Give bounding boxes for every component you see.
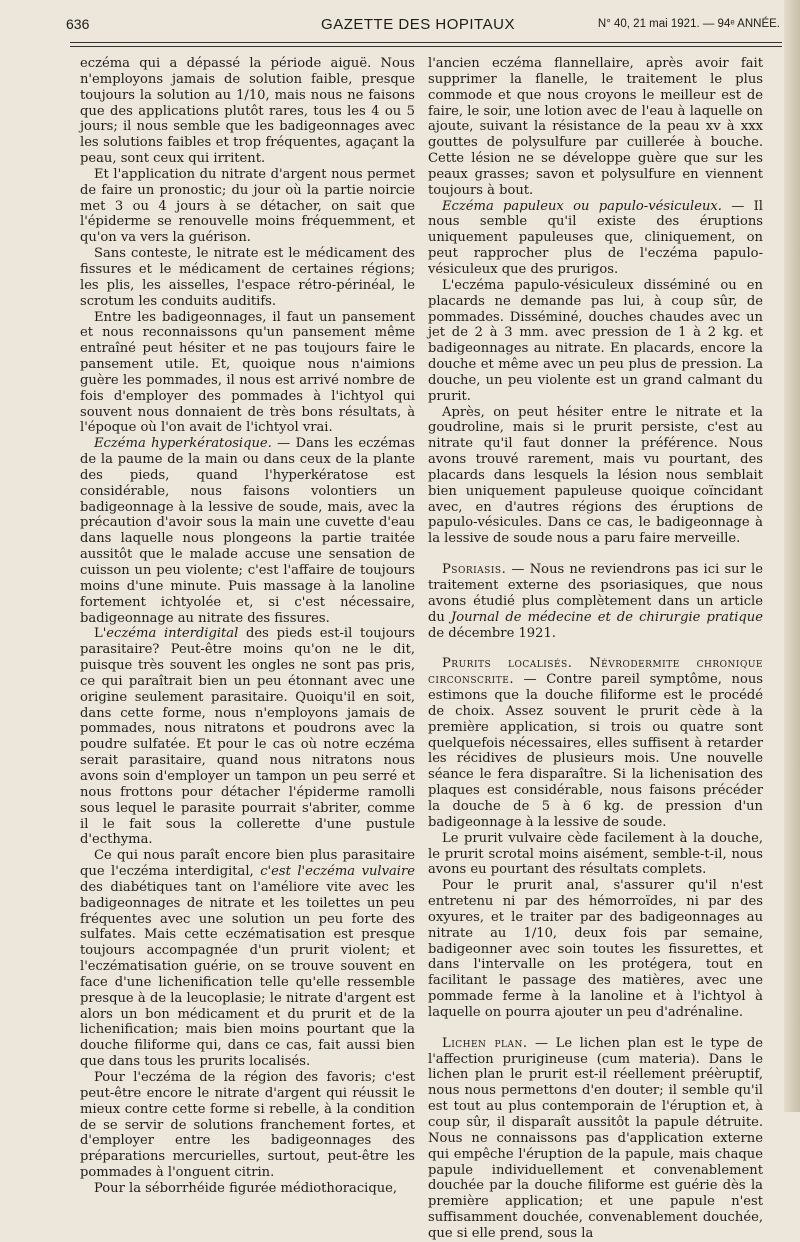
page-number: 636 bbox=[66, 16, 90, 32]
journal-reference: Journal de médecine et de chirurgie pratique bbox=[450, 609, 763, 625]
header-rule-top bbox=[70, 42, 782, 43]
paragraph: Le prurit vulvaire cède facilement à la douche, le prurit scrotal moins aisément, semble-t-il, nous avons eu pourtant des résultats complets. bbox=[428, 830, 763, 878]
issue-info: N° 40, 21 mai 1921. — 94ᵉ ANNÉE. bbox=[597, 18, 780, 30]
right-column bbox=[428, 56, 763, 1242]
paragraph: Pour le prurit anal, s'assurer qu'il n'est entretenu ni par des hémorroïdes, ni par des oxyures, et le traiter par des badigeonnages au nitrate au 1/10, deux fois par semaine, badigeonner avec soin toutes les fissurettes, et dans l'intervalle on les protégera, tout en facilitant le passage des matières, avec une pommade ferme à la lanoline et à l'ichtyol à laquelle on pourra ajouter un peu d'adrénaline. bbox=[428, 878, 763, 1020]
paragraph: Prurits localisés. Névrodermite chronique circonscrite. — Contre pareil symptôme, nous estimons que la douche filiforme est le procédé de choix. Assez souvent le prurit cède à la première application, si trois ou quatre sont quelquefois nécessaires, elles suffisent à retarder les récidives de plusieurs mois. Une nouvelle séance le fera disparaître. Si la lichenisation des plaques est considérable, nous faisons précéder la douche de 5 à 6 kg. de pression d'un badigeonnage à la lessive de soude. bbox=[428, 656, 763, 830]
paragraph: l'ancien eczéma flannellaire, après avoir fait supprimer la flanelle, le traitement le plus commode et que nous croyons le meilleur est de faire, le soir, une lotion avec de l'eau à laquelle on ajoute, suivant la résistance de la peau xv à xxx gouttes de polysulfure par cuillerée à bouche. Cette lésion ne se développe guère que sur les peaux grasses; savon et polysulfure en viennent toujours à bout. bbox=[428, 56, 763, 198]
paragraph: L'eczéma interdigital des pieds est-il toujours parasitaire? Peut-être moins qu'on ne le dit, puisque très souvent les ongles ne sont pas pris, ce qui paraîtrait bien un peu étonnant avec une origine seulement parasitaire. Quoiqu'il en soit, dans cette forme, nous n'employons jamais de pommades, nous nitratons et poudrons avec la poudre sulfatée. Et pour le cas où notre eczéma serait parasitaire, quand nous nitratons nous avons soin d'employer un tampon un peu serré et nous frottons pour détacher l'épiderme ramolli sous lequel le parasite pourrait s'abriter, comme il le fait sous la collerette d'une pustule d'ecthyma. bbox=[80, 626, 415, 848]
paragraph: Après, on peut hésiter entre le nitrate et la goudroline, mais si le prurit persiste, c'est au nitrate qu'il faut donner la préférence. Nous avons trouvé rarement, mais vu pourtant, des placards dans lesquels la lésion nous semblait bien uniquement papuleuse quoique coïncidant avec, en d'autres régions des éruptions de papulo-vésicules. Dans ce cas, le badigeonnage à la lessive de soude nous a paru faire merveille. bbox=[428, 404, 763, 547]
paragraph: Eczéma hyperkératosique. — Dans les eczémas de la paume de la main ou dans ceux de la plante des pieds, quand l'hyperkératose est considérable, nous faisons volontiers un badigeonnage à la lessive de soude, mais, avec la précaution d'avoir sous la main une cuvette d'eau dans laquelle nous plongeons la partie traitée aussitôt que le malade accuse une sensation de cuisson un peu violente; c'est l'affaire de toujours moins d'une minute. Puis massage à la lanoline fortement ichtyolée et, si c'est nécessaire, badigeonnage au nitrate des fissures. bbox=[80, 436, 416, 626]
section-heading: Lichen plan. bbox=[442, 1035, 528, 1051]
paragraph: Eczéma papuleux ou papulo-vésiculeux. — Il nous semble qu'il existe des éruptions uniquement papuleuses que, cliniquement, on peut rapprocher plus de l'eczéma papulo-vésiculeux que des prurigos. bbox=[428, 198, 763, 277]
paragraph: Sans conteste, le nitrate est le médicament des fissures et le médicament de certaines régions; les plis, les aisselles, l'espace rétro-périnéal, le scrotum les conduits auditifs. bbox=[80, 246, 415, 309]
paragraph: Ce qui nous paraît encore bien plus parasitaire que l'eczéma interdigital, c'est l'eczéma vulvaire des diabétiques tant on l'améliore vite avec les badigeonnages de nitrate et les toilettes un peu fréquentes avec une solution un peu forte des sulfates. Mais cette eczématisation est presque toujours accompagnée d'un prurit violent; et l'eczématisation guérie, on se trouve souvent en face d'une lichenification telle qu'elle ressemble presque à de la leucoplasie; le nitrate d'argent est alors un bon médicament et du prurit et de la lichenification; mais bien moins pourtant que la douche filiforme qui, dans ce cas, fait aussi bien que dans tous les prurits localisés. bbox=[80, 848, 415, 1070]
paragraph: eczéma qui a dépassé la période aiguë. Nous n'employons jamais de solution faible, presque toujours la solution au 1/10, mais nous ne faisons que des applications plutôt rares, tous les 4 ou 5 jours; il nous semble que les badigeonnages avec les solutions faibles et trop fréquentes, agaçant la peau, sont ceux qui irritent. bbox=[80, 56, 415, 167]
paragraph: Et l'application du nitrate d'argent nous permet de faire un pronostic; du jour où la partie noircie met 3 ou 4 jours à se détacher, on sait que l'épiderme se renouvelle moins fréquemment, et qu'on va vers la guérison. bbox=[80, 166, 415, 246]
paragraph: Entre les badigeonnages, il faut un pansement et nous reconnaissons qu'un pansement même entraîné peut hésiter et ne pas toujours faire le pansement utile. Et, quoique nous n'aimions guère les pommades, il nous est arrivé nombre de fois d'employer des pommades à l'ichtyol qui souvent nous donnaient de très bons résultats, à l'époque où l'on avait de l'ichtyol vrai. bbox=[80, 309, 415, 436]
journal-title: GAZETTE DES HOPITAUX bbox=[321, 16, 515, 33]
italic-term: eczéma interdigital bbox=[106, 626, 239, 642]
header-rule-bottom bbox=[70, 46, 782, 47]
paragraph: Pour l'eczéma de la région des favoris; c'est peut-être encore le nitrate d'argent qui réussit le mieux contre cette forme si rebelle, à la condition de se servir de solutions franchement fortes, et d'employer entre les badigeonnages des préparations mercurielles, surtout, peut-être les pommades à l'onguent citrin. bbox=[80, 1070, 415, 1181]
section-heading: Eczéma hyperkératosique. bbox=[94, 436, 272, 452]
paragraph: Psoriasis. — Nous ne reviendrons pas ici sur le traitement externe des psoriasiques, que nous avons étudié plus complètement dans un article du Journal de médecine et de chirurgie pratique de décembre 1921. bbox=[428, 562, 763, 641]
section-heading: Prurits localisés. Névrodermite chronique circonscrite. bbox=[428, 656, 763, 688]
page-edge-shadow bbox=[784, 0, 800, 1112]
paragraph: L'eczéma papulo-vésiculeux disséminé ou en placards ne demande pas lui, à coup sûr, de pommades. Disséminé, douches chaudes avec un jet de 2 à 3 mm. avec pression de 1 à 2 kg. et badigeonnages au nitrate. En placards, encore la douche et même avec un peu plus de pression. La douche, un peu violente est un grand calmant du prurit. bbox=[428, 277, 763, 404]
italic-term: c'est l'eczéma vulvaire bbox=[260, 864, 415, 880]
section-heading: Psoriasis. bbox=[442, 562, 507, 578]
paragraph: Lichen plan. — Le lichen plan est le type de l'affection prurigineuse (cum materia). Dans le lichen plan le prurit est-il réellement préèruptif, nous nous permettons d'en douter; il semble qu'il est tout au plus contemporain de l'éruption et, à coup sûr, il disparaît aussitôt la papule détruite. Nous ne connaissons pas d'application externe qui empêche l'éruption de la papule, mais chaque papule individuellement et convenablement douchée par la douche filiforme est guérie dès la première application; et une papule n'est suffisamment douchée, convenablement douchée, que si elle prend, sous la bbox=[428, 1035, 763, 1241]
section-heading: Eczéma papuleux ou papulo-vésiculeux. bbox=[442, 198, 722, 214]
page-header bbox=[56, 14, 780, 36]
left-column bbox=[80, 56, 415, 1197]
paragraph: Pour la séborrhéide figurée médiothoracique, bbox=[94, 1180, 398, 1196]
